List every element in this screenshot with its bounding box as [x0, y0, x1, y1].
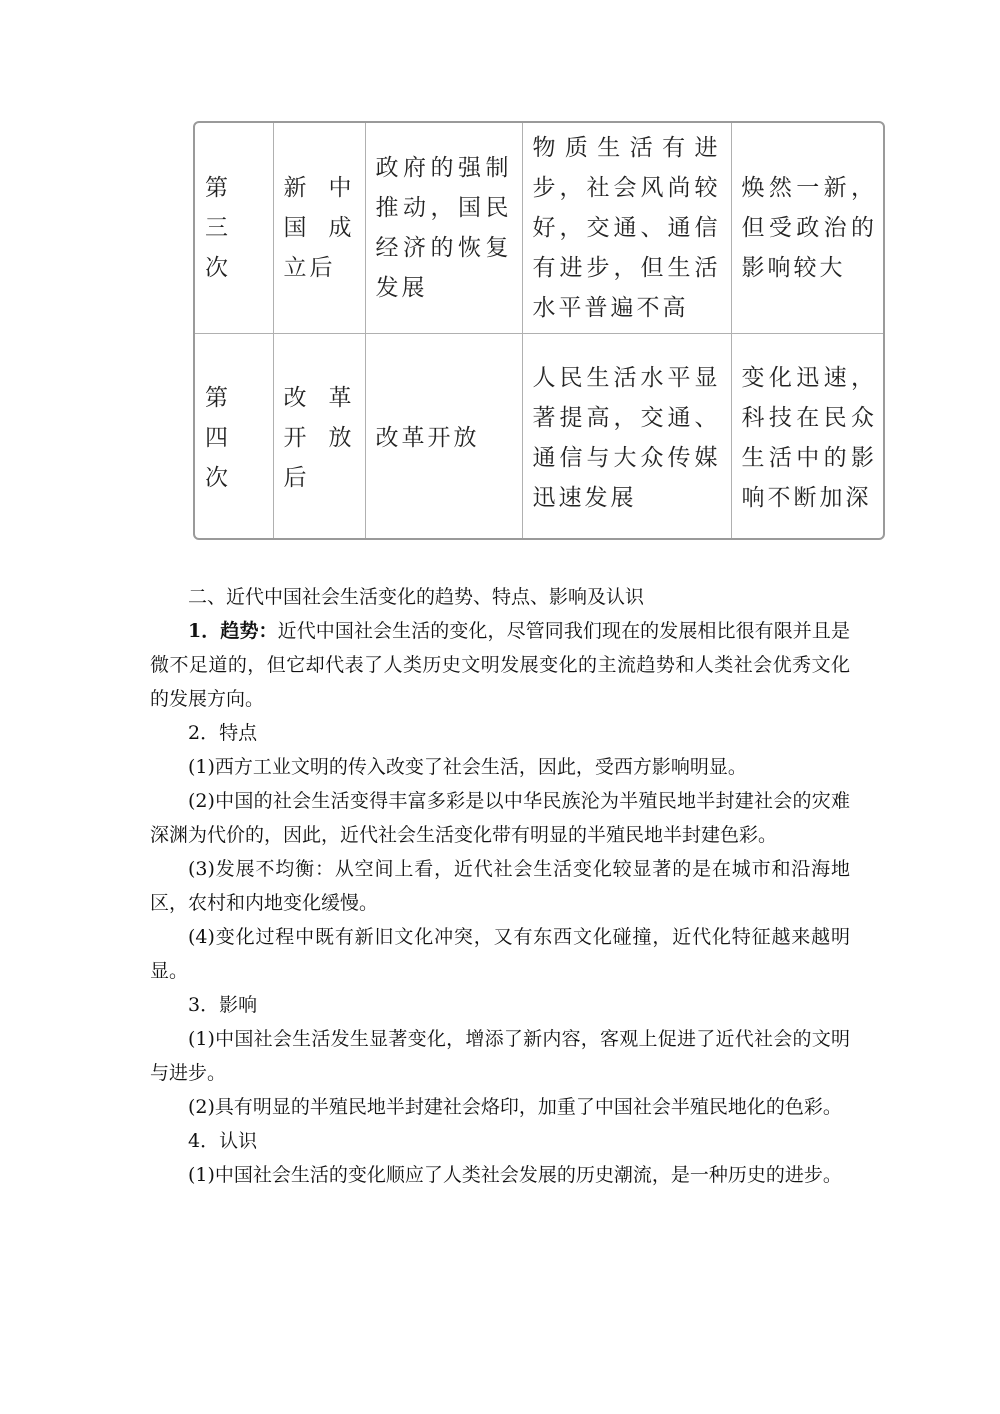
- stage-char: 第: [205, 384, 231, 411]
- impact-heading: 3．影响: [188, 994, 258, 1016]
- feature-item: (4)变化过程中既有新旧文化冲突，又有东西文化碰撞，近代化特征越来越明显。: [150, 926, 850, 982]
- table-row: [195, 123, 885, 333]
- cause-cell: 改革开放: [365, 333, 522, 540]
- stage-cell: [195, 123, 273, 333]
- stage-char: 三: [205, 214, 231, 241]
- recognition-heading: 4．认识: [188, 1130, 258, 1152]
- performance-cell: 人民生活水平显著提高，交通、通信与大众传媒迅速发展: [522, 333, 731, 540]
- performance-cell: 物质生活有进步，社会风尚较好，交通、通信有进步，但生活水平普遍不高: [522, 123, 731, 333]
- feature-item: (3)发展不均衡：从空间上看，近代社会生活变化较显著的是在城市和沿海地区，农村和内地变化缓慢。: [150, 858, 850, 914]
- trend-label: 1．趋势：: [188, 620, 278, 642]
- cause-cell: 政府的强制推动，国民经济的恢复发展: [365, 123, 522, 333]
- stage-char: 次: [205, 464, 231, 491]
- impact-item: (1)中国社会生活发生显著变化，增添了新内容，客观上促进了近代社会的文明与进步。: [150, 1028, 850, 1084]
- feature-item: (1)西方工业文明的传入改变了社会生活，因此，受西方影响明显。: [188, 756, 747, 778]
- impact-item: (2)具有明显的半殖民地半封建社会烙印，加重了中国社会半殖民地化的色彩。: [188, 1096, 842, 1118]
- trend-text: 近代中国社会生活的变化，尽管同我们现在的发展相比很有限并且是微不足道的，但它却代表了人类历史文明发展变化的主流趋势和人类社会优秀文化的发展方向。: [150, 620, 850, 710]
- stage-char: 次: [205, 254, 231, 281]
- period-cell: 新中国成立后: [273, 123, 365, 333]
- table-row: [195, 333, 885, 540]
- trend-paragraph: [150, 614, 850, 716]
- features-heading: 2．特点: [188, 722, 258, 744]
- section-body: [150, 580, 850, 1192]
- recognition-item: (1)中国社会生活的变化顺应了人类社会发展的历史潮流，是一种历史的进步。: [188, 1164, 842, 1186]
- social-change-table: [193, 121, 885, 540]
- stage-char: 四: [205, 424, 231, 451]
- stage-char: 第: [205, 174, 231, 201]
- feature-item: (2)中国的社会生活变得丰富多彩是以中华民族沦为半殖民地半封建社会的灾难深渊为代价的，因此，近代社会生活变化带有明显的半殖民地半封建色彩。: [150, 790, 850, 846]
- section-heading: 二、近代中国社会生活变化的趋势、特点、影响及认识: [188, 586, 645, 608]
- feature-cell: 焕然一新，但受政治的影响较大: [731, 123, 885, 333]
- stages-table: [195, 123, 885, 540]
- stage-cell: [195, 333, 273, 540]
- feature-cell: 变化迅速，科技在民众生活中的影响不断加深: [731, 333, 885, 540]
- period-cell: 改革开放后: [273, 333, 365, 540]
